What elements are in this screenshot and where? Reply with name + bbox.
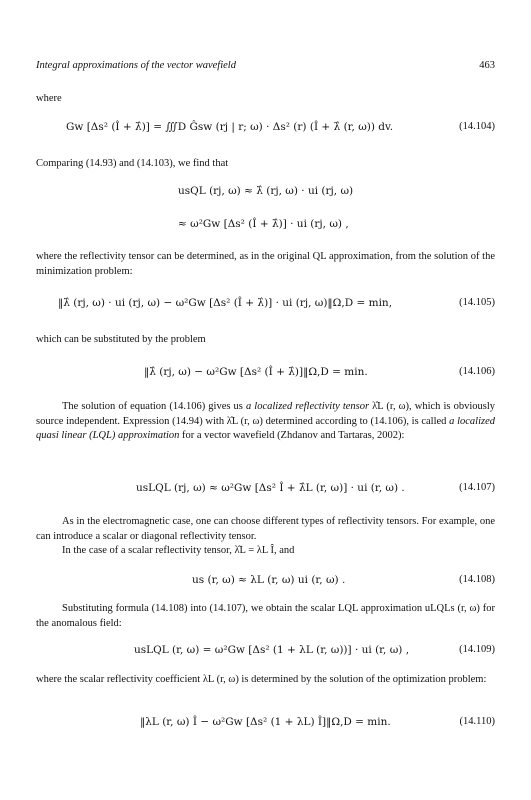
equation-14-109 [36,644,495,664]
paragraph-scalar-coefficient: where the scalar reflectivity coefficient λL (r, ω) is determined by the solution of the optimization problem: [36,674,487,685]
equation-body: usLQL (rj, ω) ≈ ω²Gw [Δs² Î + λ̂L (r, ω)] · ui (r, ω) . [136,482,405,494]
paragraph-where-1: where [36,93,62,104]
running-title: Integral approximations of the vector wavefield [36,60,236,71]
equation-number: (14.110) [459,716,495,727]
equation-body: us (r, ω) ≈ λL (r, ω) ui (r, ω) . [192,574,346,586]
paragraph-reflectivity-tensor: where the reflectivity tensor can be determined, as in the original QL approximation, from the solution of the minimization problem: [36,251,495,277]
equation-number: (14.106) [459,366,495,377]
equation-body: ‖λL (r, ω) Î − ω²Gw [Δs² (1 + λL) Î]‖Ω,D = min. [140,716,391,728]
equation-14-106 [36,366,495,386]
term-localized-reflectivity-tensor: a localized reflectivity tensor [245,401,370,412]
term-lql-approximation: a localized quasi linear (LQL) approximation [36,415,495,442]
page-number: 463 [479,60,495,71]
paragraph-scalar-tensor: In the case of a scalar reflectivity tensor, λ̂L = λL Î, and [62,545,295,556]
equation-body: usLQL (r, ω) = ω²Gw [Δs² (1 + λL (r, ω))] · ui (r, ω) , [134,644,410,656]
paragraph-substituting: Substituting formula (14.108) into (14.107), we obtain the scalar LQL approximation uLQLs (r, ω) for the anomalous field: [36,603,495,629]
equation-14-107 [36,482,495,502]
equation-body: usQL (rj, ω) ≈ λ̂ (rj, ω) · ui (rj, ω) [178,185,354,197]
equation-14-110 [36,716,495,736]
running-header [36,60,495,74]
equation-number: (14.104) [459,121,495,132]
equation-body: ‖λ̂ (rj, ω) · ui (rj, ω) − ω²Gw [Δs² (Î + λ̂)] · ui (rj, ω)‖Ω,D = min, [58,297,393,309]
paragraph-electromagnetic-case: As in the electromagnetic case, one can choose different types of reflectivity tensors. For example, one can introduce a scalar or diagonal reflectivity tensor. [36,516,495,542]
equation-ql-approx-line2 [36,218,495,236]
equation-number: (14.109) [459,644,495,655]
equation-ql-approx-line1 [36,185,495,203]
equation-14-105 [36,297,495,317]
equation-number: (14.105) [459,297,495,308]
equation-body: Gw [Δs² (Î + λ̂)] = ∭D Ĝsw (rj | r; ω) · Δs² (r) (Î + λ̂ (r, ω)) dv. [66,121,394,133]
paragraph-comparing: Comparing (14.93) and (14.103), we find that [36,158,229,169]
equation-body: ≈ ω²Gw [Δs² (Î + λ̂)] · ui (rj, ω) , [178,218,349,230]
paragraph-solution [36,400,495,444]
paragraph-text: λ̂L (r, ω), which is obviously source independent. Expression (14.94) with λ̂L (r, ω) determined according to (14.106), is called [36,401,495,427]
equation-number: (14.108) [459,574,495,585]
paragraph-substituted: which can be substituted by the problem [36,334,206,345]
paragraph-text: for a vector wavefield (Zhdanov and Tartaras, 2002): [179,430,405,442]
equation-14-108 [36,574,495,592]
equation-body: ‖λ̂ (rj, ω) − ω²Gw [Δs² (Î + λ̂)]‖Ω,D = min. [144,366,368,378]
equation-number: (14.107) [459,482,495,493]
paragraph-text: The solution of equation (14.106) gives us [62,401,246,412]
equation-14-104 [36,121,495,143]
